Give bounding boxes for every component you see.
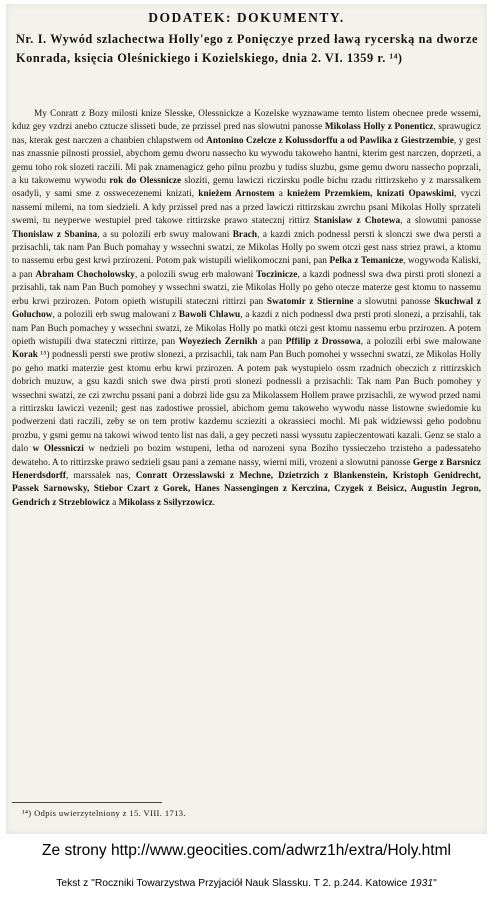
text-run: My Conratt z Bozy milosti knize Slesske, Olessnickze a Kozelske wyznawame temto listem obecnee prede wssemi, kduz gey vzdrzi anebo cztucze slisseti bude, ze przissel pred nas slowutni panosse <box>12 109 481 133</box>
bold-name-run: knieżem Przemkiem, knizati Opawskimi <box>287 189 455 200</box>
footnote-divider <box>12 802 162 803</box>
bold-name-run: Mikolass z Ssilyrzowicz <box>118 497 213 508</box>
bold-name-run: Gerge z Barsnicz Henerdsdorff <box>12 457 482 481</box>
text-run: a pan <box>257 336 286 347</box>
document-title: Nr. I. Wywód szlachectwa Holly'ego z Ponięczye przed ławą rycerską na dworze Konrada, księcia Oleśnickiego i Kozielskiego, dnia 2. VI. 1359 r. ¹⁴) <box>16 32 478 65</box>
footnote: ¹⁴) Odpis uwierzytelniony z 15. VIII. 1713. <box>22 808 186 818</box>
text-run: , wogywoda Kaliski, a pan <box>12 256 481 280</box>
bold-name-run: Abraham Chocholowsky <box>35 269 135 280</box>
bold-name-run: knieżem Arnostem <box>198 189 275 200</box>
text-run: sloziti, gemu lawiczi riczirsku podle bichu rzadu rittirzskeho y z marssalkem osadyli, y sami sme z osswecezenemi knizati, <box>12 176 482 200</box>
bold-name-run: Brach <box>232 229 258 240</box>
text-run: , marssalek nas, <box>66 470 136 481</box>
bold-name-run: Swatomir z Stiernine <box>266 296 354 307</box>
bold-name-run: Antonino Czelcze z Kolussdorffu a od Pawlika z Giestrzembie <box>206 135 454 146</box>
bold-name-run: Conratt Orzesslawski z Mechne, Dzietrzich z Blankenstein, Kristoph Genidrecht, Passek Sarnowsky, Stiebor Czart z Gorek, Hanes Nassengingen z Kerczina, Czygek z Beisicz, Augustin Jegron, Gendrich z Strzeblowicz <box>12 470 481 508</box>
text-run: a <box>274 189 288 200</box>
bold-name-run: Thonislaw z Sbanina <box>12 229 98 240</box>
bold-name-run: Korak <box>12 350 38 361</box>
text-run: , a su polozili erb swuy malowani <box>97 229 233 240</box>
source-url-caption: Ze strony http://www.geocities.com/adwrz1h/extra/Holy.html <box>42 842 451 859</box>
citation-caption <box>0 878 493 889</box>
text-run: , vyczi nassemi milemi, na tom siedzieli. A kdy przissel pred nas a przed lawiczi rittirzskau zwrchu psani Mikolas Holly sprzateli swemi, tu neyperwe westupiel pred takowe rittirzske prawo statecznj rittirz <box>12 189 481 227</box>
bold-name-run: Woyeziech Zernikh <box>178 336 258 347</box>
text-run: , y gest nas znassnie pilnosti prossiel, abychom gemu dworu nassecho ku wywodu takoweho hantni, kterim gest narczen, doprzeti, a gemu toho rok slozeti raczili. Mi pak znamenagicz geho pilnu prozbu y tudiss sluzbu, gsme gemu dworu nassecho poprzali, a ku takowemu wywodu <box>12 135 481 187</box>
text-run: . <box>212 497 216 508</box>
bold-name-run: Pelka z Temanicze <box>329 256 404 267</box>
text-run: a slowutni panosse <box>353 296 435 307</box>
scanned-page <box>6 4 487 834</box>
text-run: w nedzieli po bozim wstupeni, letha od narozeni syna Boziho tyssieczeho trzisteho a padessateho dewateho. A to rittirzske prawo sedzieli gsau pani a zemane nassy, wierni mili, vrozeni a slowutni panosse <box>12 444 481 468</box>
text-run: , a kazdi podnessl swa dwa pirsti proti slonezi a przisahli, tak nam Pan Buch pomohey y wssechni swatzi, zie Mikolas Holly po geho otecze materze gest ktomu to nassemu erbu krwi przirozen. Potom opieth wistupili stateczni rittirzi pan <box>12 269 482 307</box>
bold-name-run: Bawoli Chlawu <box>178 310 241 321</box>
bold-name-run: rok do Olessnicze <box>109 176 182 187</box>
bold-name-run: Toczinicze <box>256 269 298 280</box>
citation-end: " <box>433 878 437 889</box>
bold-name-run: Stanislaw z Chotewa <box>313 216 401 227</box>
citation-text: Tekst z "Roczniki Towarzystwa Przyjaciół Nauk Slassku. T 2. p.244. Katowice <box>56 878 411 889</box>
citation-year: 1931 <box>410 878 434 889</box>
bold-name-run: Skuchwal z Goluchow <box>12 296 481 321</box>
text-run: ¹⁵) podnessli persti swe protiw slonezi, a przisachli, tak nam Pan Buch pomohei y wssechni swatzi, ze Mikolas Holly po geho matki materzie gest ktomu erbu krwi przirozen. A potem pak wystupielo ossm rzadnich obeczich z rittirzskich dobrich muzuw, a gsu kazdi snich swe dwa pirsti proti slonezi podnessli a przisachli: Tak nam Pan Buch pomohey y wssechni swatzi, ze czi zwrchu pssani pani a dobrzi lide gsu za Mikolassem Hollem prawe przisachli, ze wywod przed nami a rittirzsku lawiczi vezenil; gest nas zadostiwe prossiel, abichom gemu takoweho wywodu nasse listowne swiedomie ku podwerzeni dati raczili, zeby se on tem protiw kazdemu sczieziti a okrassieci mochl. Mi pak widziewssi geho podobnu prozbu, y gsmi gemu na takowi wiwod tento list nas dali, a gey peczeti nassi wyssutu zapieczentowati kazali. Genz se stalo a dalo <box>12 350 481 455</box>
bold-name-run: w Olessniczi <box>32 444 84 455</box>
document-heading: DODATEK: DOKUMENTY. <box>148 10 345 25</box>
body-paragraph <box>12 108 481 510</box>
bold-name-run: Pffilip z Drossowa <box>285 336 361 347</box>
text-run: , a slowutni panosse <box>400 216 481 227</box>
text-run: , sprawugicz nas, kterak gest narczen a chanbien chlapstwem od <box>12 122 481 146</box>
text-run: , a polozili swug erb malowani <box>134 269 257 280</box>
text-run: , a kazdi znich podnessl persti k slonczi swe dwa persti a przisachli, tak nam Pan Buch pomahay y wssechni swatzi, ze Mikolas Holly po swem otczi gest nass striez prawi, a ktomu to nassemu erbu gest krwi przirozeni. Potom pak wistupili wielikomoczni pani, pan <box>12 229 481 267</box>
text-run: , a kazdi z nich podnessl dwa prsti proti slonezi, a przisahli, tak nam Pan Buch pomachey y wssechni swatzi, ze Mikolas Holly po matki otczi gest ktomu nassemu erbu przirozen. A potem opieth wistupili dwa stateczni rittirze, pan <box>12 310 481 347</box>
text-run: , a polozili erbi swe malowane <box>360 336 481 347</box>
bold-name-run: Mikolass Holly z Ponenticz <box>324 122 434 133</box>
document-body <box>12 108 481 510</box>
text-run: , a polozili erb swug malowani z <box>52 310 179 321</box>
text-run: a <box>109 497 119 508</box>
